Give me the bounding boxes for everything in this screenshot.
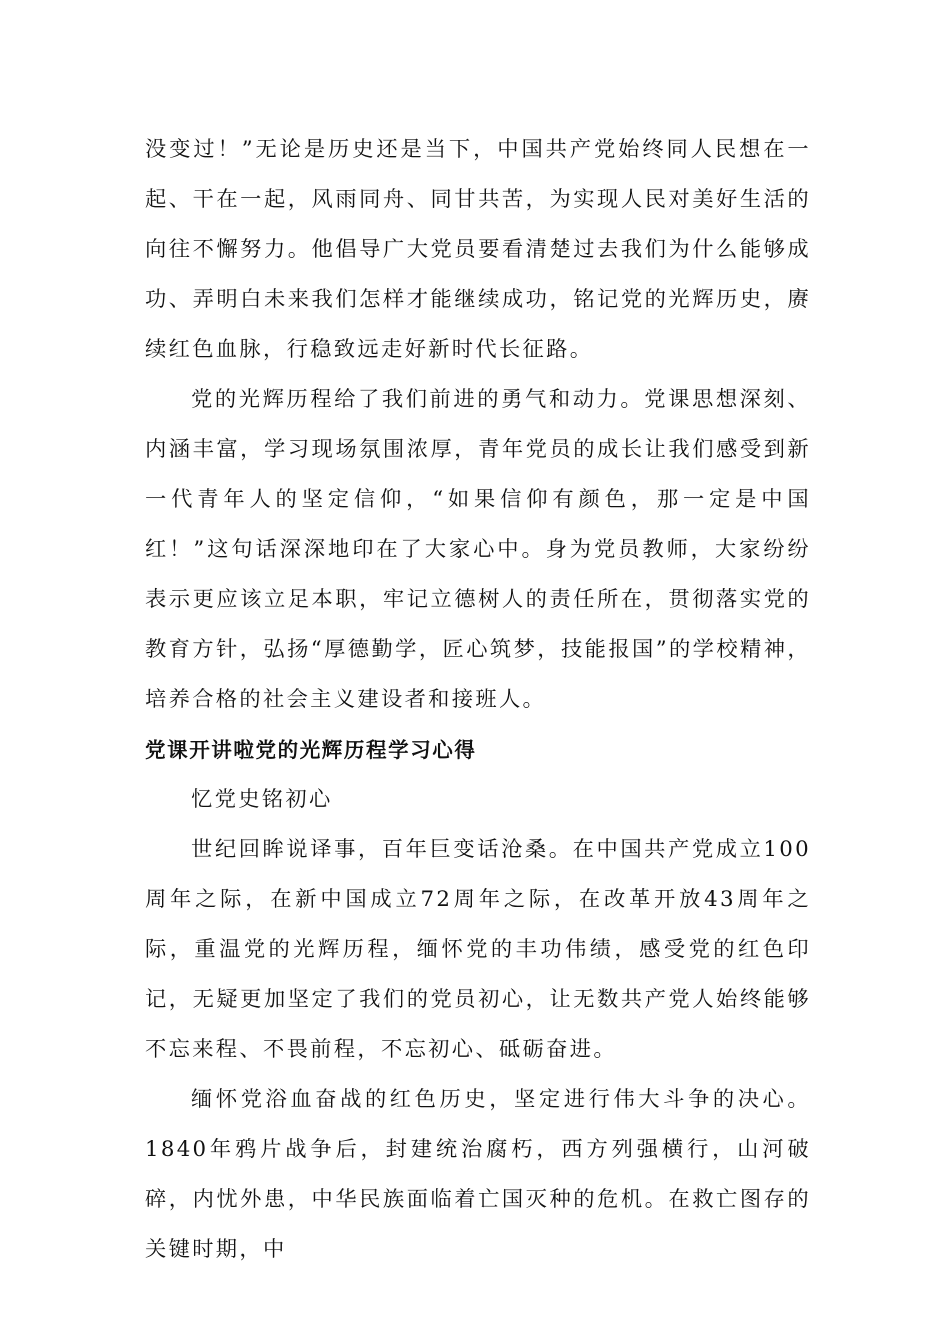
section-title: 党课开讲啦党的光辉历程学习心得 bbox=[145, 738, 477, 762]
section-subtitle: 忆党史铭初心 bbox=[191, 787, 333, 812]
body-paragraph-2: 党的光辉历程给了我们前进的勇气和动力。党课思想深刻、内涵丰富，学习现场氛围浓厚，青年党员的成长让我们感受到新一代青年人的坚定信仰，“如果信仰有颜色，那一定是中国红！”这句话深深地印在了大家心中。身为党员教师，大家纷纷表示更应该立足本职，牢记立德树人的责任所在，贯彻落实党的教育方针，弘扬“厚德勤学，匠心筑梦，技能报国”的学校精神，培养合格的社会主义建设者和接班人。 bbox=[145, 387, 811, 712]
body-paragraph-1: 没变过！”无论是历史还是当下，中国共产党始终同人民想在一起、干在一起，风雨同舟、同甘共苦，为实现人民对美好生活的向往不懈努力。他倡导广大党员要看清楚过去我们为什么能够成功、弄明白未来我们怎样才能继续成功，铭记党的光辉历史，赓续红色血脉，行稳致远走好新时代长征路。 bbox=[145, 137, 811, 362]
document-page bbox=[145, 125, 811, 1275]
body-paragraph-4: 缅怀党浴血奋战的红色历史，坚定进行伟大斗争的决心。1840年鸦片战争后，封建统治腐朽，西方列强横行，山河破碎，内忧外患，中华民族面临着亡国灭种的危机。在救亡图存的关键时期，中 bbox=[145, 1087, 811, 1262]
body-paragraph-3: 世纪回眸说译事，百年巨变话沧桑。在中国共产党成立100周年之际，在新中国成立72周年之际，在改革开放43周年之际，重温党的光辉历程，缅怀党的丰功伟绩，感受党的红色印记，无疑更加坚定了我们的党员初心，让无数共产党人始终能够不忘来程、不畏前程，不忘初心、砥砺奋进。 bbox=[145, 837, 811, 1062]
